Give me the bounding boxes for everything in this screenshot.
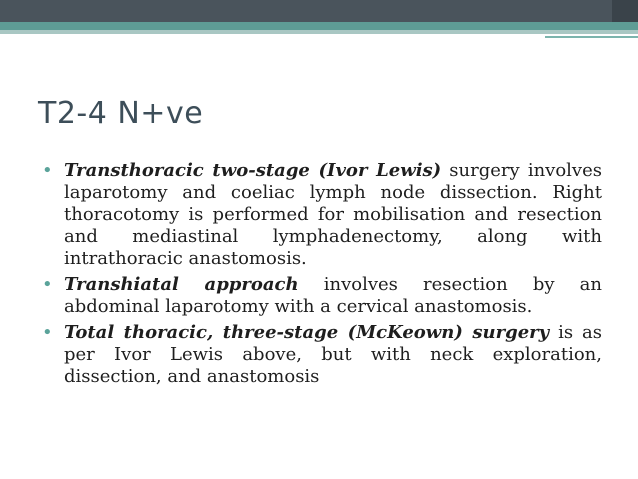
bullet-item-mckeown: [42, 322, 602, 388]
header-accent-line: [545, 36, 638, 38]
bullet-term: Total thoracic, three-stage (McKeown) surgery: [64, 322, 550, 343]
bullet-marker: •: [42, 274, 53, 295]
bullet-text: involves resection by an abdominal laparotomy with a cervical anastomosis.: [64, 274, 602, 317]
slide-title: T2-4 N+ve: [38, 96, 204, 131]
bullet-text: surgery involves laparotomy and coeliac lymph node dissection. Right thoracotomy is performed for mobilisation and resection and mediastinal lymphadenectomy, along with intrathoracic anastomosis.: [64, 160, 602, 269]
header-light-stripe: [0, 30, 638, 34]
bullet-marker: •: [42, 160, 53, 181]
header-accent-block: [612, 0, 638, 22]
bullet-marker: •: [42, 322, 53, 343]
bullet-item-transhiatal: [42, 274, 602, 318]
header-band: [0, 0, 638, 22]
bullet-text: is as per Ivor Lewis above, but with neck exploration, dissection, and anastomosis: [64, 322, 602, 387]
bullet-list: [42, 160, 602, 392]
header-teal-stripe: [0, 22, 638, 30]
bullet-term: Transthoracic two-stage (Ivor Lewis): [64, 160, 442, 181]
bullet-item-ivor-lewis: [42, 160, 602, 270]
bullet-term: Transhiatal approach: [64, 274, 299, 295]
